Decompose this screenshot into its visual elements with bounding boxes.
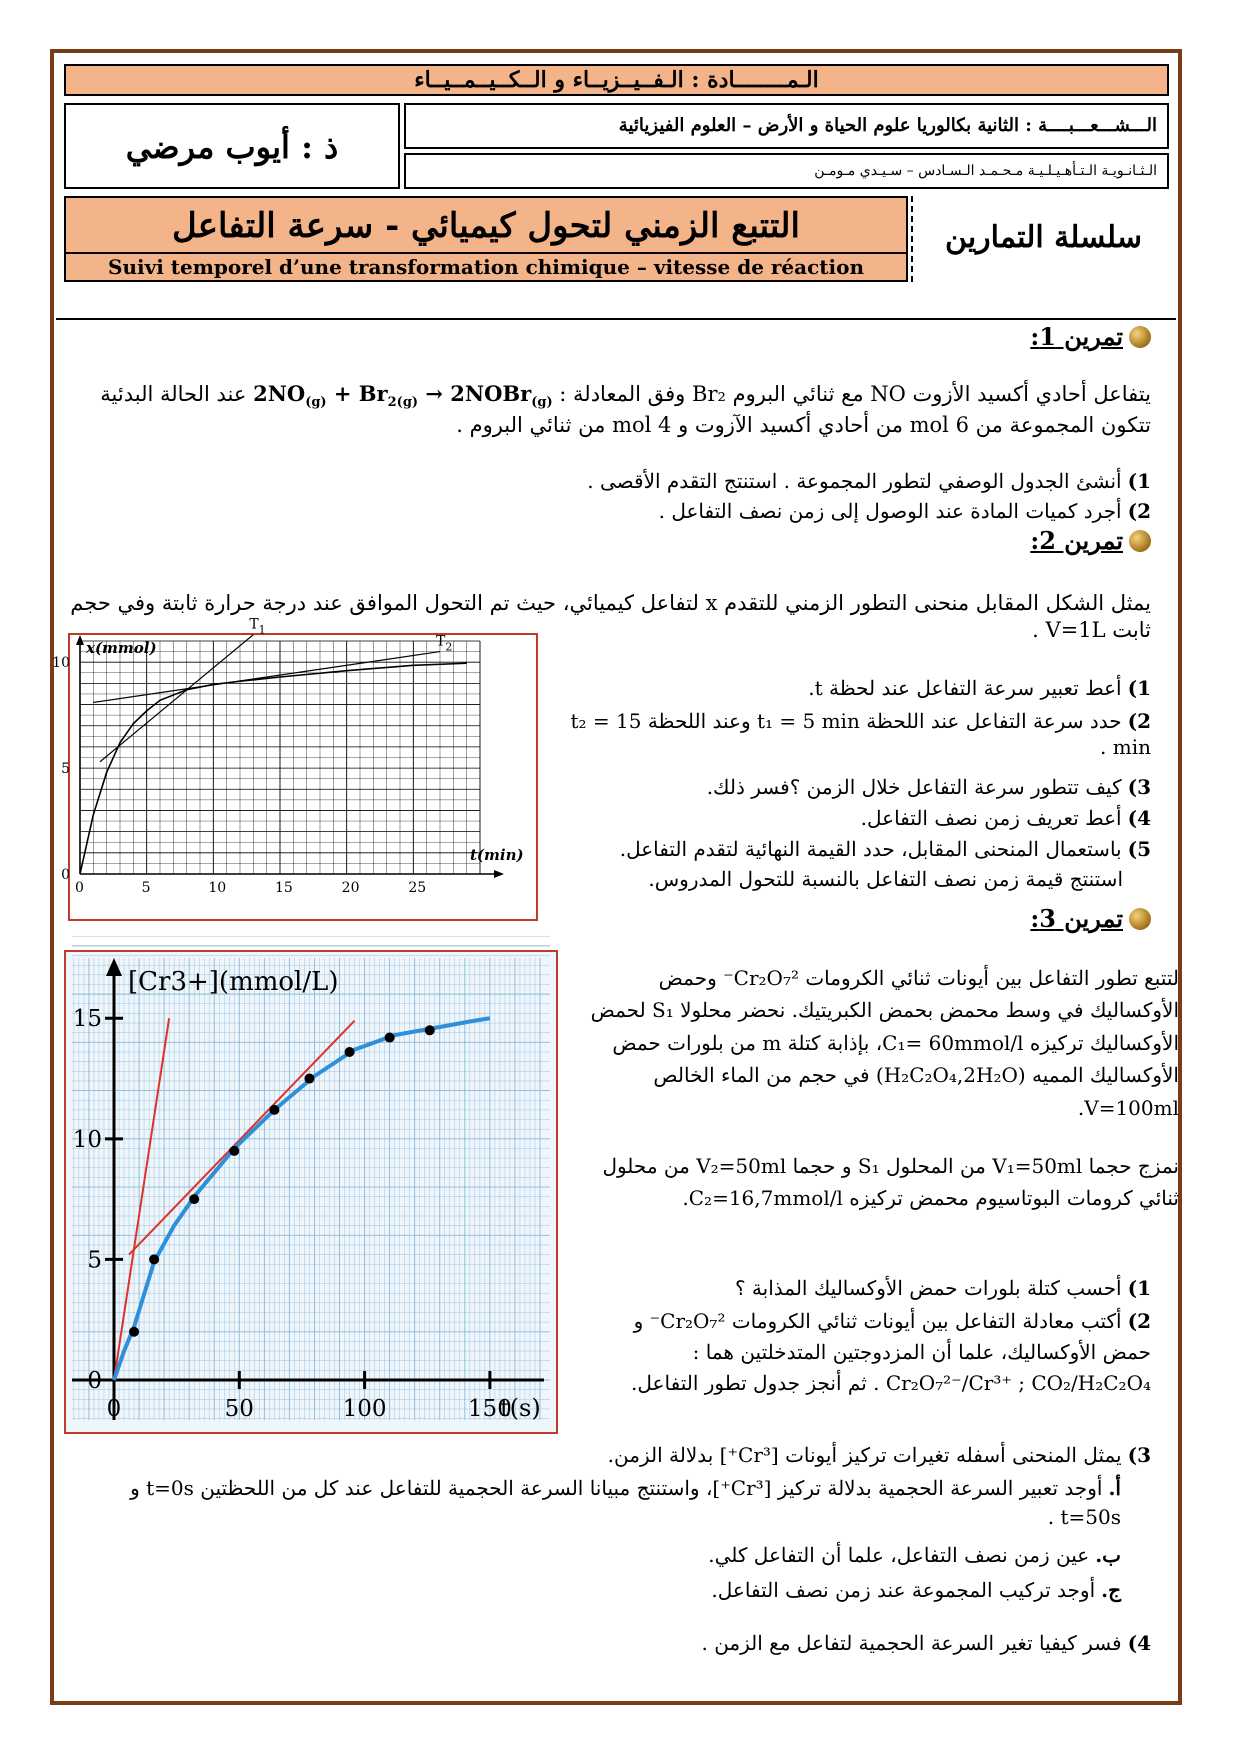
ex2-q1: 1)أعط تعبير سرعة التفاعل عند لحظة t.	[808, 676, 1151, 700]
data-point	[129, 1327, 139, 1337]
ex3-q1: 1)أحسب كتلة بلورات حمض الأوكساليك المذابة ؟	[734, 1276, 1151, 1300]
school-box	[404, 153, 1169, 189]
ex2-intro: يمثل الشكل المقابل منحنى التطور الزمني للتقدم x لتفاعل كيميائي، حيث تم التحول الموافق عند درجة حرارة ثابتة وفي حجم ثابت V=1L .	[70, 591, 1151, 643]
ex1-q2: 2)أجرد كميات المادة عند الوصول إلى زمن نصف التفاعل .	[658, 499, 1151, 523]
y-tick-label: 5	[87, 1247, 102, 1274]
tangent-label-T2: $T_2$	[436, 633, 453, 654]
ex1-equation: $2NO_{(g)} + Br_{2(g)}$ → 2NOBr$_{(g)}$	[253, 381, 553, 411]
ex3-q3b: ب.عين زمن نصف التفاعل، علما أن التفاعل كلي.	[708, 1543, 1121, 1567]
ex2-title: تمرين 2:	[1030, 526, 1151, 555]
ex3-title: تمرين 3:	[1030, 904, 1151, 933]
subject-banner	[64, 64, 1169, 96]
x-tick-label: 100	[342, 1396, 387, 1422]
y-tick-label: 0	[87, 1368, 102, 1394]
x-tick-label: 0	[106, 1396, 122, 1422]
school-text: الـثـانـويـة الـتـأهـيـلـيـة مـحـمـد الـسـادس – سـيـدي مـومـن	[814, 163, 1157, 179]
x-tick-label: 25	[408, 880, 427, 896]
ex3-q3c: ج.أوجد تركيب المجموعة عند زمن نصف التفاعل.	[711, 1578, 1121, 1602]
bullet-icon	[1129, 530, 1151, 552]
ex3-q3a: أ.أوجد تعبير السرعة الحجمية بدلالة تركيز [Cr³⁺]، واستنتج مبيانا السرعة الحجمية للتفاعل عند كل من اللحظتين t=0s و t=50s .	[130, 1476, 1121, 1529]
data-point	[189, 1194, 199, 1204]
bullet-icon	[1129, 326, 1151, 348]
y-tick-label: 15	[72, 1006, 102, 1033]
x-tick-label: 50	[224, 1396, 254, 1422]
y-axis-label: x(mmol)	[86, 639, 157, 657]
branch-text: الـــشـــعـــبــــة : الثانية بكالوريا علوم الحياة و الأرض – العلوم الفيزيائية	[618, 115, 1157, 136]
y-tick-label: 5	[61, 761, 70, 778]
ex2-q5: 5)باستعمال المنحنى المقابل، حدد القيمة النهائية لتقدم التفاعل.	[619, 837, 1151, 861]
ex3-q4: 4)فسر كيفيا تغير السرعة الحجمية لتفاعل مع الزمن .	[701, 1631, 1151, 1655]
ex2-q3: 3)كيف تتطور سرعة التفاعل خلال الزمن ؟فسر ذلك.	[706, 775, 1151, 799]
x-tick-label: 0	[75, 880, 84, 896]
x-tick-label: 5	[141, 880, 151, 896]
ex3-q3: 3)يمثل المنحنى أسفله تغيرات تركيز أيونات [Cr³⁺] بدلالة الزمن.	[607, 1443, 1151, 1467]
x-tick-label: 15	[275, 880, 293, 896]
x-tick-label: 10	[208, 880, 227, 896]
data-point	[229, 1146, 239, 1156]
y-axis-label: [Cr3+](mmol/L)	[128, 967, 339, 997]
branch-box	[404, 103, 1169, 149]
ex2-q4: 4)أعط تعريف زمن نصف التفاعل.	[860, 806, 1151, 830]
header-separator	[56, 318, 1176, 320]
teacher-name: ذ : أيوب مرضي	[125, 128, 339, 166]
x-tick-label: 20	[341, 880, 360, 896]
chart-extent	[64, 950, 558, 1434]
data-point	[304, 1074, 314, 1084]
data-point	[385, 1033, 395, 1043]
ex3-p2: نمزج حجما V₁=50ml من المحلول S₁ و حجما V₂=50ml من محلول ثنائي كرومات البوتاسيوم محمض تركيزه C₂=16,7mmol/l.	[602, 1154, 1179, 1210]
ex1-intro: يتفاعل أحادي أكسيد الأزوت NO مع ثنائي البروم Br₂ وفق المعادلة : $2NO_{(g)} + Br_{2(g)}$ → 2NOBr$_{(g)}$ عند الحالة البدئية تتكون المجموعة من 6 mol من أحادي أكسيد الآزوت و 4 mol من ثنائي البروم .	[100, 381, 1151, 438]
chart-extent	[52, 616, 538, 921]
y-tick-label: 10	[72, 1126, 102, 1153]
title-french: Suivi temporel d’une transformation chimique – vitesse de réaction	[66, 252, 906, 280]
series-divider	[911, 196, 913, 282]
y-tick-label: 10	[52, 655, 70, 672]
x-axis-label: t(s)	[500, 1394, 541, 1422]
bullet-icon	[1129, 908, 1151, 930]
y-tick-label: 0	[61, 867, 70, 883]
x-axis-label: t(min)	[470, 846, 524, 864]
subject-text: الـمــــــــادة : الـفــيــزيــاء و الــكــيــمــيــاء	[414, 67, 819, 93]
title-banner	[64, 196, 908, 282]
ex3-q2: 2)أكتب معادلة التفاعل بين أيونات ثنائي الكرومات Cr₂O₇²⁻ و حمض الأوكساليك، علما أن المزدوجتين المتدخلتين هما : Cr₂O₇²⁻/Cr³⁺ ; CO₂/H₂C₂O₄ . ثم أنجز جدول تطور التفاعل.	[631, 1309, 1151, 1395]
data-point	[269, 1105, 279, 1115]
ex1-title: تمرين 1:	[1030, 322, 1151, 351]
data-point	[149, 1254, 159, 1264]
ex2-q2: 2)حدد سرعة التفاعل عند اللحظة t₁ = 5 min وعند اللحظة t₂ = 15 min .	[570, 709, 1151, 759]
series-box	[918, 196, 1169, 308]
title-arabic: التتبع الزمني لتحول كيميائي - سرعة التفاعل	[172, 206, 800, 246]
ex3-p1: لتتبع تطور التفاعل بين أيونات ثنائي الكرومات Cr₂O₇²⁻ وحمض الأوكساليك في وسط محمض بحمض الكبريتيك. نحضر محلولا S₁ لحمض الأوكساليك تركيزه C₁= 60mmol/l، بإذابة كتلة m من بلورات حمض الأوكساليك المميه (H₂C₂O₄,2H₂O) في حجم من الماء الخالص V=100ml.	[590, 966, 1179, 1120]
teacher-box	[64, 103, 400, 189]
ex1-q1: 1)أنشئ الجدول الوصفي لتطور المجموعة . استنتج التقدم الأقصى .	[587, 469, 1151, 493]
data-point	[345, 1047, 355, 1057]
x-tick-label: 150	[467, 1396, 512, 1422]
tangent-label-T1: $T_1$	[249, 616, 266, 637]
ex2-q5b: استنتج قيمة زمن نصف التفاعل بالنسبة للتحول المدروس.	[648, 867, 1123, 891]
series-label: سلسلة التمارين	[945, 220, 1142, 255]
data-point	[425, 1025, 435, 1035]
